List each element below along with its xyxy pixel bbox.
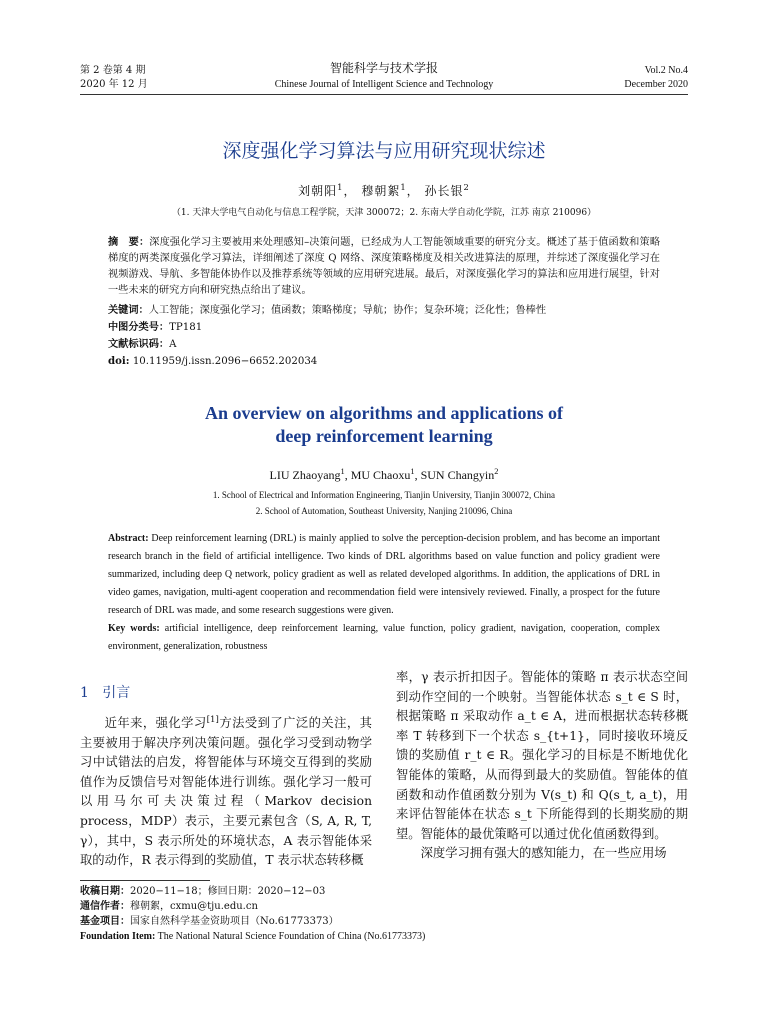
doi-value: 10.11959/j.issn.2096−6652.202034: [132, 356, 318, 367]
author-3-en-sup: 2: [494, 467, 499, 476]
title-en-line-2: deep reinforcement learning: [275, 426, 493, 446]
section-1-title: 引言: [102, 685, 131, 701]
author-3-en: SUN Changyin: [420, 468, 495, 482]
keywords-cn-label: 关键词：: [108, 304, 149, 316]
body-paragraph-3: 深度学习拥有强大的感知能力，在一些应用场: [420, 846, 667, 861]
body-text: 近年来，强化学习: [104, 716, 207, 730]
received-label: 收稿日期：: [80, 886, 130, 897]
keywords-cn: [108, 303, 660, 318]
abstract-en: [108, 530, 660, 656]
doi-label: doi:: [108, 355, 130, 367]
section-1-number: 1: [80, 685, 89, 701]
fund-en-value: The National Natural Science Foundation of China (No.61773373): [157, 931, 426, 942]
author-1-en: LIU Zhaoyang: [269, 468, 341, 482]
body-paragraph-1: [80, 714, 372, 871]
doc-code-value: A: [169, 339, 177, 350]
footnote-fund: [80, 914, 339, 929]
clc-value: TP181: [169, 322, 203, 333]
fund-en-label: Foundation Item:: [80, 931, 156, 942]
header-vol-issue-cn: 第 2 卷第 4 期: [80, 65, 146, 76]
author-sep: ，: [343, 184, 357, 198]
section-1-heading: [80, 682, 130, 702]
author-2-en: MU Chaoxu: [350, 468, 411, 482]
header-journal-en: Chinese Journal of Intelligent Science and Technology: [274, 79, 494, 90]
author-sep-en: ,: [344, 468, 351, 482]
author-3-cn-sup: 2: [463, 182, 470, 192]
author-2-en-sup: 1: [410, 467, 415, 476]
corresponding-value: 穆朝絮，cxmu@tju.edu.cn: [130, 901, 258, 912]
author-2-cn-sup: 1: [400, 182, 407, 192]
abstract-cn-label: 摘 要：: [108, 236, 150, 248]
clc-number: [108, 320, 202, 335]
affiliation-en-2: 2. School of Automation, Southeast University, Nanjing 210096, China: [255, 506, 513, 516]
authors-cn: [0, 182, 768, 199]
footnote-rule: [80, 880, 210, 881]
body-text: 方法受到了广泛的关注，其主要被用于解决序列决策问题。强化学习受到动物学习中试错法的启发，将智能体与环境交互得到的奖励值作为反馈信号对智能体进行训练。强化学习一般可以用马尔可夫决策过程（Markov decision process，MDP）表示，主要元素包含（S, A, R, T, γ），其中，S 表示所处的环境状态，A 表示智能体采取的动作，R 表示得到的奖励值，T 表示状态转移概: [80, 716, 372, 868]
paper-title-en: [0, 402, 768, 448]
affiliation-en-1: 1. School of Electrical and Information Engineering, Tianjin University, Tianjin 300072, China: [212, 490, 556, 500]
received-value: 2020−11−18；修回日期：2020−12−03: [130, 886, 326, 897]
footnote-corresponding: [80, 899, 258, 914]
title-en-line-1: An overview on algorithms and applications of: [204, 403, 564, 423]
footnote-fund-en: [80, 929, 425, 944]
author-2-cn: 穆朝絮: [361, 184, 401, 198]
body-paragraph-2: 率，γ 表示折扣因子。智能体的策略 π 表示状态空间到动作空间的一个映射。当智能体状态 s_t ∈ S 时，根据策略 π 采取动作 a_t ∈ A，进而根据状态转移概率 T 转移到下一个状态 s_{t+1}，同时接收环境反馈的奖励值 r_t ∈ R。强化学习的目标是不断地优化智能体的策略，从而得到最大的奖励值。智能体的值函数和动作值函数分别为 V(s_t) 和 Q(s_t, a_t)，用来评估智能体在状态 s_t 下所能得到的长期奖励的期望。智能体的最优策略可以通过优化值函数得到。: [396, 670, 688, 841]
author-1-cn-sup: 1: [337, 182, 344, 192]
keywords-en-text: artificial intelligence, deep reinforcement learning, value function, policy gradient, navigation, cooperation, complex environment, generalization, robustness: [108, 623, 660, 652]
corresponding-label: 通信作者：: [80, 901, 130, 912]
header-journal-cn: 智能科学与技术学报: [329, 61, 438, 75]
header-date-en: December 2020: [624, 79, 688, 90]
keywords-en: [108, 620, 660, 656]
fund-value: 国家自然科学基金资助项目（No.61773373）: [130, 916, 339, 927]
body-column-left: [80, 714, 372, 871]
keywords-cn-text: 人工智能；深度强化学习；值函数；策略梯度；导航；协作；复杂环境；泛化性；鲁棒性: [148, 305, 547, 316]
header-vol-issue-en: Vol.2 No.4: [644, 65, 688, 76]
abstract-cn: [108, 234, 660, 299]
body-column-right: [396, 668, 688, 864]
abstract-cn-text: 深度强化学习主要被用来处理感知–决策问题，已经成为人工智能领域重要的研究分支。概述了基于值函数和策略梯度的两类深度强化学习算法，详细阐述了深度 Q 网络、深度策略梯度及相关改进算法的原理，并综述了深度强化学习在视频游戏、导航、多智能体协作以及推荐系统等领域的应用研究进展。最后，对深度强化学习的算法和应用进行展望，针对一些未来的研究方向和研究热点给出了建议。: [108, 237, 661, 296]
doc-code-label: 文献标识码：: [108, 338, 170, 350]
abstract-en-text: Deep reinforcement learning (DRL) is mainly applied to solve the perception-decision problem, and has become an important research branch in the field of artificial intelligence. Two kinds of DRL algorithms based on value function and policy gradient were summarized, including deep Q network, policy gradient as well as related developed algorithms. In addition, the applications of DRL in video games, navigation, multi-agent cooperation and recommendation field were intensively reviewed. Finally, a prospect for the future research of DRL was made, and some research suggestions were given.: [108, 533, 660, 616]
clc-label: 中图分类号：: [108, 321, 170, 333]
citation-1[interactable]: [1]: [206, 714, 219, 725]
header-rule: [80, 94, 688, 95]
keywords-en-label: Key words:: [108, 623, 160, 634]
authors-en: [0, 468, 768, 483]
author-sep: ，: [406, 184, 420, 198]
doi: [108, 354, 317, 369]
affiliations-cn: （1. 天津大学电气自动化与信息工程学院，天津 300072；2. 东南大学自动化学院，江苏 南京 210096）: [171, 208, 597, 218]
abstract-en-label: Abstract:: [108, 533, 149, 544]
author-1-en-sup: 1: [340, 467, 345, 476]
author-3-cn: 孙长银: [424, 184, 464, 198]
document-code: [108, 337, 176, 352]
author-sep-en: ,: [414, 468, 421, 482]
author-1-cn: 刘朝阳: [298, 184, 338, 198]
paper-title-cn: 深度强化学习算法与应用研究现状综述: [222, 140, 546, 162]
fund-label: 基金项目：: [80, 916, 130, 927]
header-date-cn: 2020 年 12 月: [80, 79, 148, 90]
footnote-received: [80, 884, 325, 899]
